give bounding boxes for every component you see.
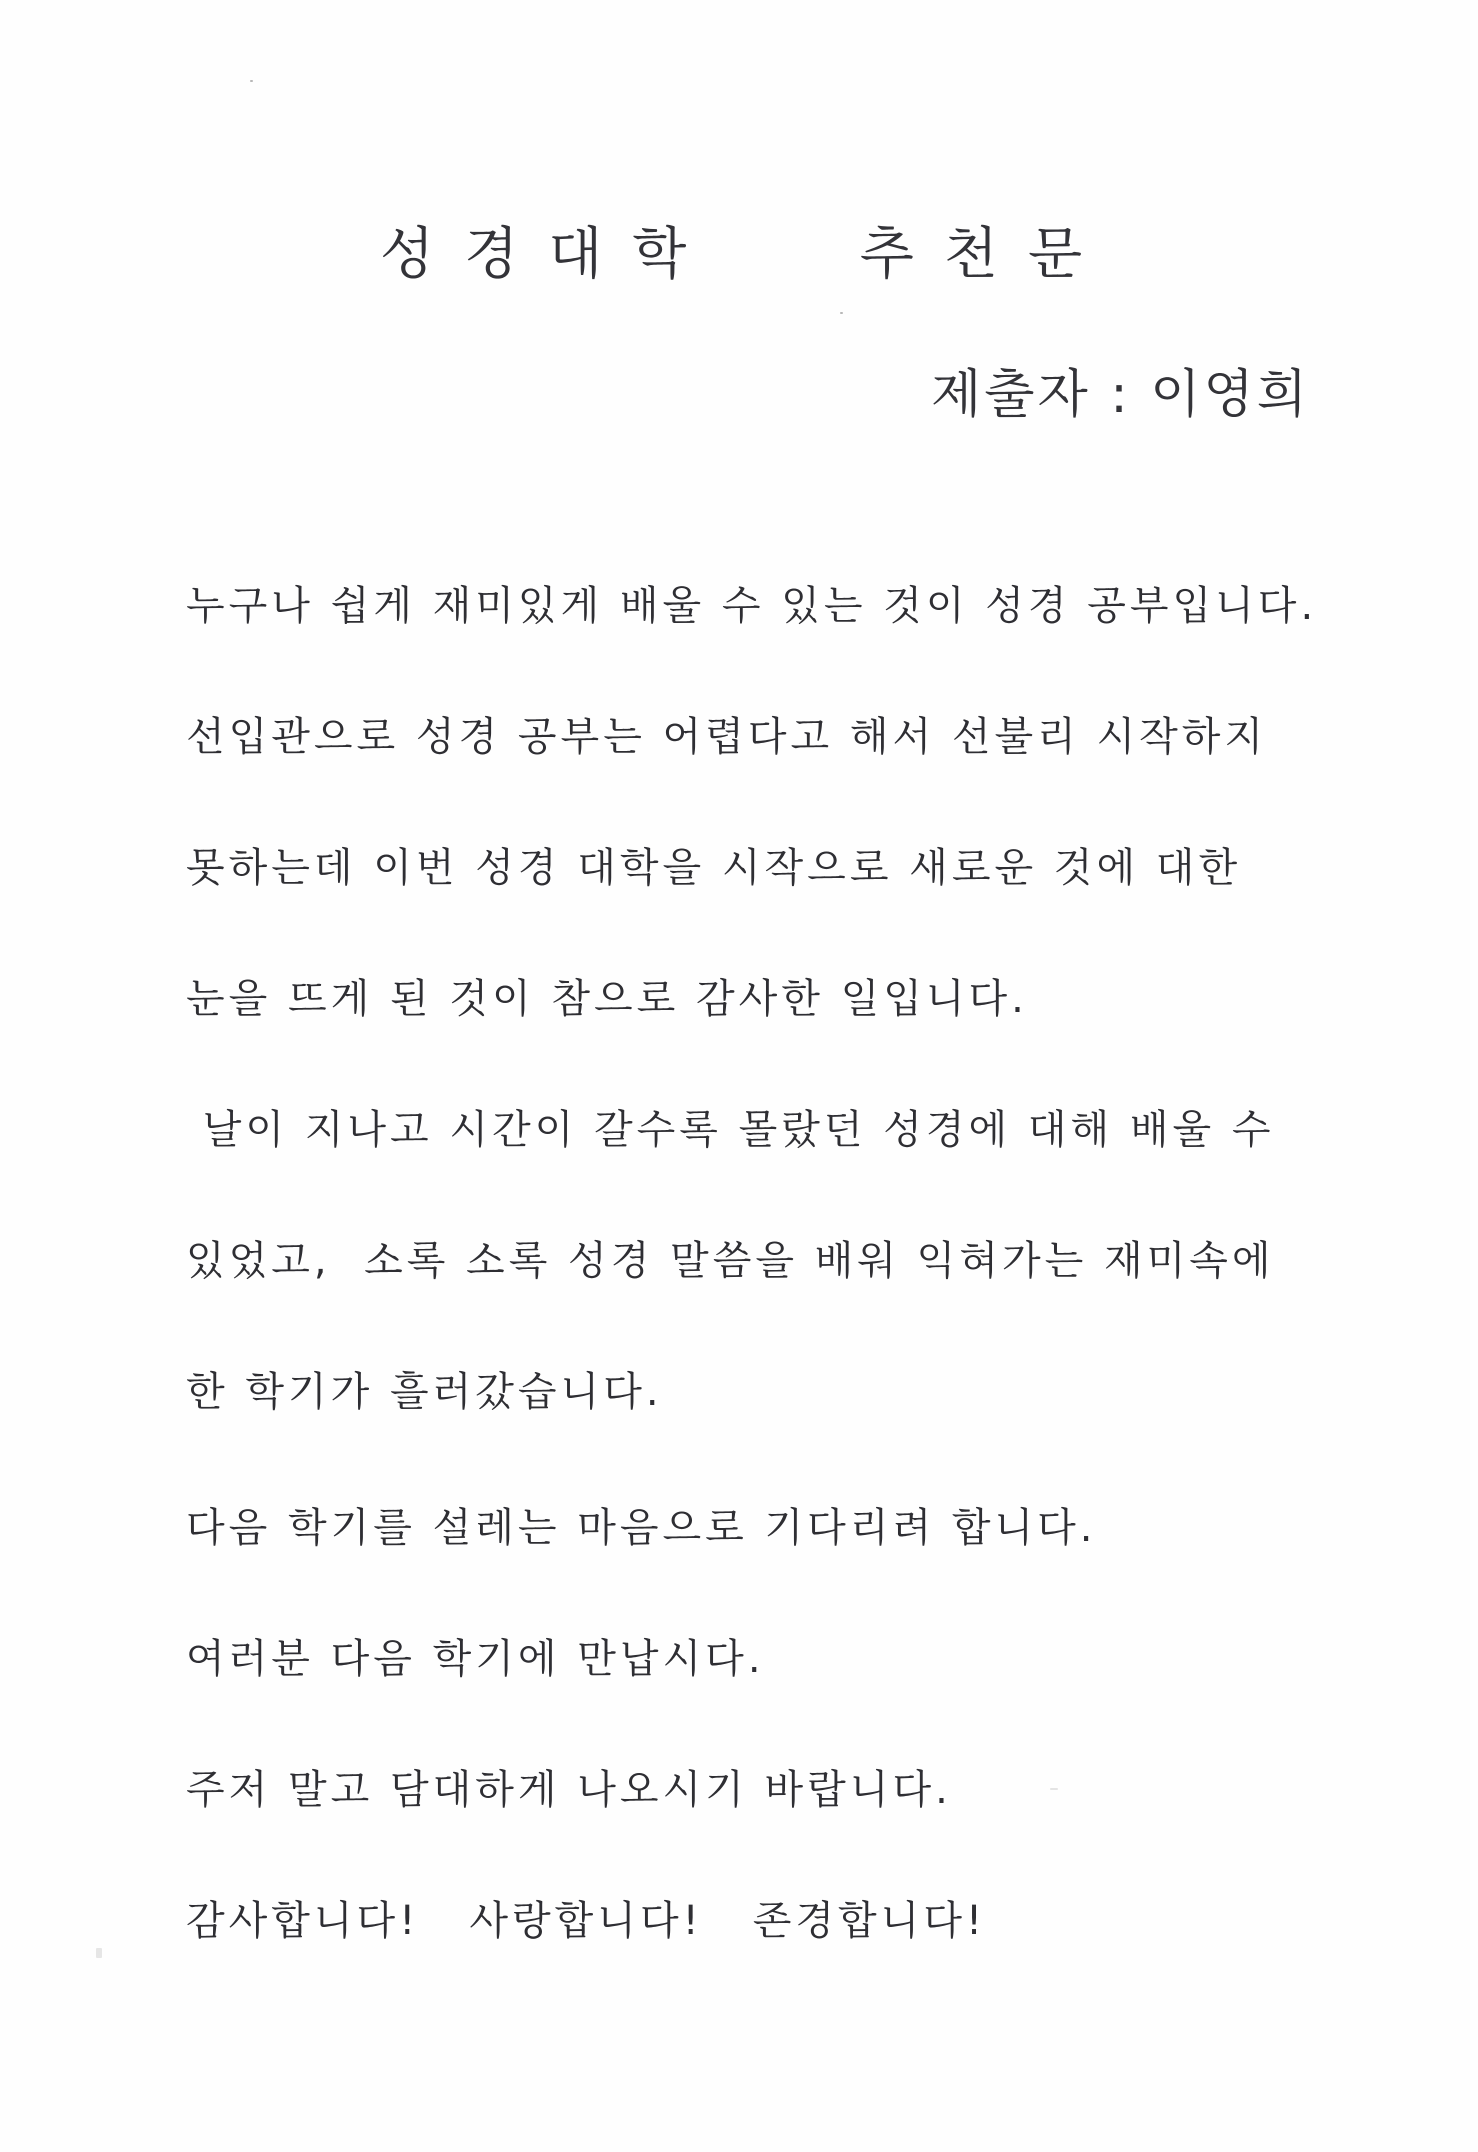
document-title: 성경대학 추천문 xyxy=(380,221,1113,287)
scan-speck xyxy=(840,312,843,314)
body-line: 선입관으로 성경 공부는 어렵다고 해서 선불리 시작하지 xyxy=(186,714,1268,760)
body-line: 날이 지나고 시간이 갈수록 몰랐던 성경에 대해 배울 수 xyxy=(186,1107,1275,1153)
body-line: 눈을 뜨게 된 것이 참으로 감사한 일입니다. xyxy=(186,976,1028,1022)
body-line: 있었고, 소록 소록 성경 말씀을 배워 익혀가는 재미속에 xyxy=(186,1238,1275,1284)
body-line: 여러분 다음 학기에 만납시다. xyxy=(186,1636,765,1682)
body-line: 주저 말고 담대하게 나오시기 바랍니다. xyxy=(186,1767,952,1813)
body-line: 누구나 쉽게 재미있게 배울 수 있는 것이 성경 공부입니다. xyxy=(186,583,1318,629)
submitter-line: 제출자 : 이영희 xyxy=(931,365,1310,425)
scan-speck xyxy=(1050,1788,1058,1790)
body-line: 못하는데 이번 성경 대학을 시작으로 새로운 것에 대한 xyxy=(186,845,1242,891)
body-line: 한 학기가 흘러갔습니다. xyxy=(186,1369,663,1415)
body-line: 다음 학기를 설레는 마음으로 기다리려 합니다. xyxy=(186,1505,1097,1551)
scan-speck xyxy=(96,1948,102,1958)
closing-line: 감사합니다! 사랑합니다! 존경합니다! xyxy=(186,1898,986,1944)
scan-speck xyxy=(250,80,253,82)
